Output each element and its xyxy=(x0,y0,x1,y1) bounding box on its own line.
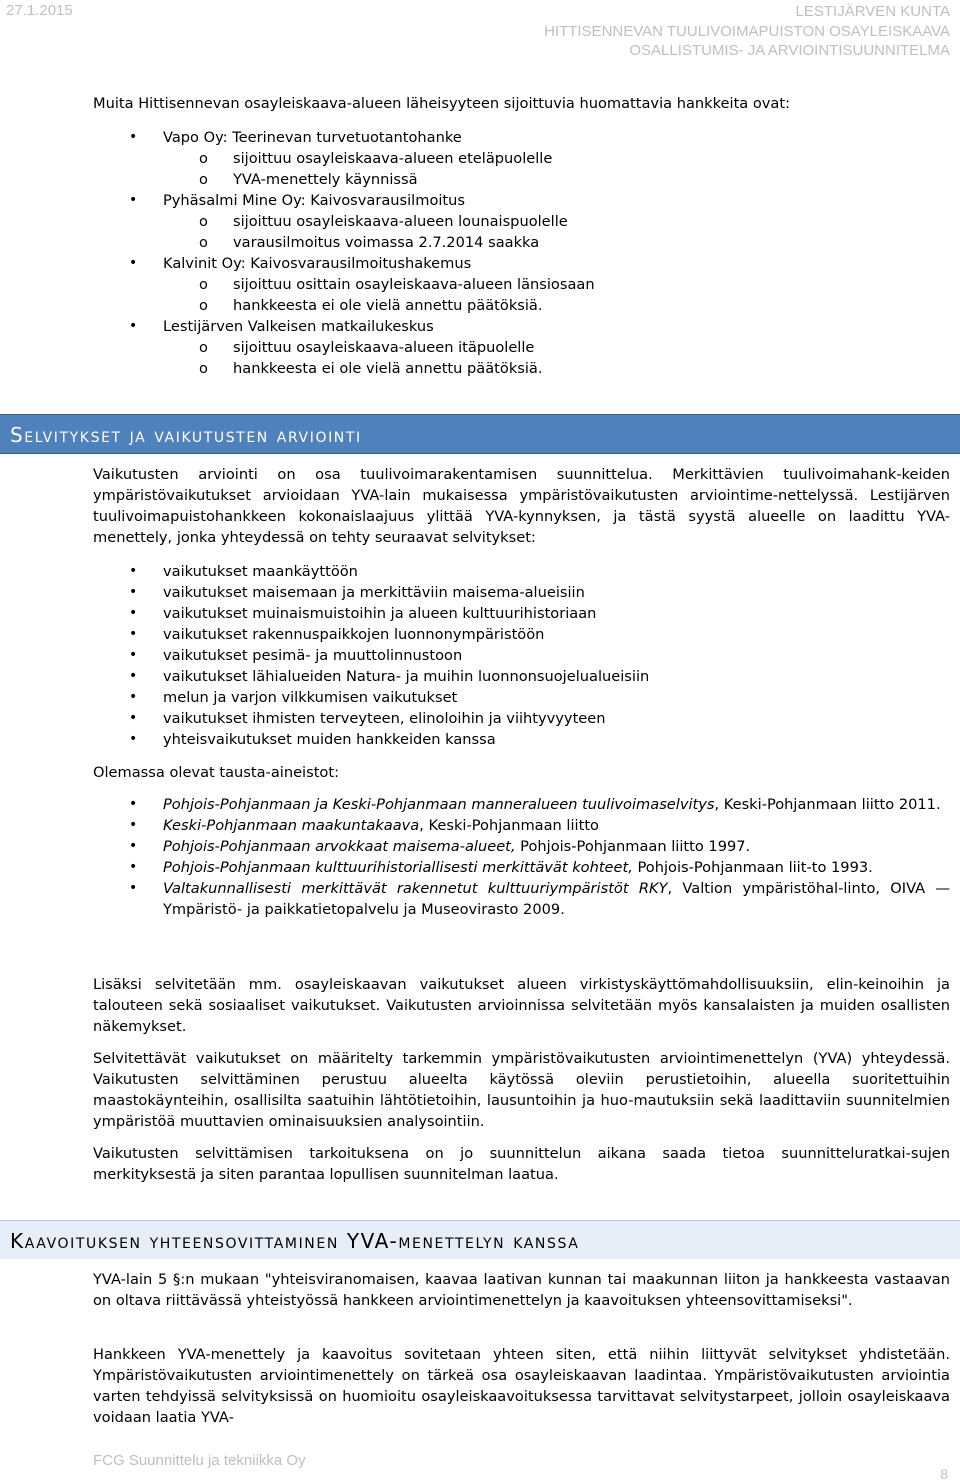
source-title: Pohjois-Pohjanmaan arvokkaat maisema-alueet, xyxy=(163,838,516,855)
header-line-municipality: LESTIJÄRVEN KUNTA xyxy=(795,3,950,20)
list-item: o YVA-menettely käynnissä xyxy=(163,169,950,190)
list-item: o sijoittuu osittain osayleiskaava-alueen länsiosaan xyxy=(163,274,950,295)
purpose-paragraph: Vaikutusten selvittämisen tarkoituksena on jo suunnittelun aikana saada tietoa suunnitteluratkai-sujen merkityksestä ja siten parantaa lopullisen suunnitelman laatua. xyxy=(93,1145,950,1183)
list-item xyxy=(93,857,950,878)
source-title: Keski-Pohjanmaan maakuntakaava xyxy=(163,817,420,834)
list-item xyxy=(93,190,950,253)
list-item: o hankkeesta ei ole vielä annettu päätöksiä. xyxy=(163,295,950,316)
project-title: Vapo Oy: Teerinevan turvetuotantohanke xyxy=(163,129,462,146)
project-title: Pyhäsalmi Mine Oy: Kaivosvarausilmoitus xyxy=(163,192,466,209)
list-item xyxy=(93,878,950,920)
list-item: o hankkeesta ei ole vielä annettu päätöksiä. xyxy=(163,358,950,379)
source-publisher: , Keski-Pohjanmaan liitto 2011. xyxy=(714,796,941,813)
source-publisher: , Valtion ympäristöhal-linto, OIVA — Ympäristö- ja paikkatietopalvelu ja Museovirasto 2009. xyxy=(163,880,950,918)
list-item: • vaikutukset maankäyttöön xyxy=(93,561,950,582)
source-title: Pohjois-Pohjanmaan kulttuurihistoriallisesti merkittävät kohteet, xyxy=(163,859,633,876)
defined-impacts-paragraph: Selvitettävät vaikutukset on määritelty tarkemmin ympäristövaikutusten arviointimenettelyn (YVA) yhteydessä. Vaikutusten selvittäminen perustuu alueelta käytössä oleviin perustietoihin, alueella suoritettuihin maastokäynteihin, osallisilta saatuihin lähtötietoihin, lausuntoihin ja huo-mautuksiin sekä laadittaviin suunnitelmien ympäristöä muuttavien ominaisuuksien analysointiin. xyxy=(93,1050,950,1130)
list-item xyxy=(93,794,950,815)
list-item: o sijoittuu osayleiskaava-alueen eteläpuolelle xyxy=(163,148,950,169)
intro-paragraph: Muita Hittisennevan osayleiskaava-alueen läheisyyteen sijoittuvia huomattavia hankkeita ovat: xyxy=(93,95,791,112)
list-item: o varausilmoitus voimassa 2.7.2014 saakka xyxy=(163,232,950,253)
list-item: • vaikutukset ihmisten terveyteen, elinoloihin ja viihtyvyyteen xyxy=(93,708,950,729)
project-title: Lestijärven Valkeisen matkailukeskus xyxy=(163,318,434,335)
list-item: • vaikutukset rakennuspaikkojen luonnonympäristöön xyxy=(93,624,950,645)
source-publisher: Pohjois-Pohjanmaan liit-to 1993. xyxy=(632,859,873,876)
page-number: 8 xyxy=(940,1466,948,1482)
list-item xyxy=(93,253,950,316)
list-item: • melun ja varjon vilkkumisen vaikutukset xyxy=(93,687,950,708)
background-list xyxy=(93,794,950,920)
background-label: Olemassa olevat tausta-aineistot: xyxy=(93,764,339,781)
list-item: • yhteisvaikutukset muiden hankkeiden kanssa xyxy=(93,729,950,750)
source-publisher: Pohjois-Pohjanmaan liitto 1997. xyxy=(515,838,751,855)
source-title: Valtakunnallisesti merkittävät rakennetut kulttuuriympäristöt RKY xyxy=(163,880,668,897)
additional-studies-paragraph: Lisäksi selvitetään mm. osayleiskaavan vaikutukset alueen virkistyskäyttömahdollisuuksiin, elin-keinoihin ja talouteen sekä sosiaaliset vaikutukset. Vaikutusten arvioinnissa selvitetään myös kansalaisten ja muiden osallisten näkemykset. xyxy=(93,976,950,1035)
list-item: • vaikutukset pesimä- ja muuttolinnustoon xyxy=(93,645,950,666)
section-title-assessments: Selvitykset ja vaikutusten arviointi xyxy=(10,423,362,447)
list-item: o sijoittuu osayleiskaava-alueen lounaispuolelle xyxy=(163,211,950,232)
list-item xyxy=(93,316,950,379)
list-item: • vaikutukset maisemaan ja merkittäviin maisema-alueisiin xyxy=(93,582,950,603)
coordination-paragraph: Hankkeen YVA-menettely ja kaavoitus sovitetaan yhteen siten, että niihin liittyvät selvitykset yhdistetään. Ympäristövaikutusten arviointimenettely on tärkeä osa osayleiskaavan laadintaa. Ympäristövaikutusten arviointia varten tehdyissä selvityksissä on huomioitu osayleiskaavoituksessa tarvittavat selvitystarpeet, jolloin osayleiskaava voidaan laatia YVA- xyxy=(93,1346,950,1426)
section-heading-bar xyxy=(0,1220,960,1259)
list-item: • vaikutukset muinaismuistoihin ja alueen kulttuurihistoriaan xyxy=(93,603,950,624)
list-item: o sijoittuu osayleiskaava-alueen itäpuolelle xyxy=(163,337,950,358)
section-heading-bar xyxy=(0,414,960,454)
header-date: 27.1.2015 xyxy=(6,2,73,19)
list-item xyxy=(93,127,950,190)
studies-list xyxy=(93,561,950,750)
yva-law-paragraph: YVA-lain 5 §:n mukaan "yhteisviranomaisen, kaavaa laativan kunnan tai maakunnan liiton ja hankkeesta vastaavan on oltava riittävässä yhteistyössä hankkeen arviointimenettelyn ja kaavoituksen yhteensovittamiseksi". xyxy=(93,1271,950,1309)
list-item: • vaikutukset lähialueiden Natura- ja muihin luonnonsuojelualueisiin xyxy=(93,666,950,687)
header-line-document: OSALLISTUMIS- JA ARVIOINTISUUNNITELMA xyxy=(629,42,950,59)
footer-company: FCG Suunnittelu ja tekniikka Oy xyxy=(93,1452,306,1469)
source-title: Pohjois-Pohjanmaan ja Keski-Pohjanmaan manneralueen tuulivoimaselvitys xyxy=(163,796,715,813)
assessment-paragraph: Vaikutusten arviointi on osa tuulivoimarakentamisen suunnittelua. Merkittävien tuulivoimahank-keiden ympäristövaikutukset arvioidaan YVA-lain mukaisessa ympäristövaikutusten arviointime-nettelyssä. Lestijärven tuulivoimapuistohankkeen kokonaislaajuus ylittää YVA-kynnyksen, ja tästä syystä alueelle on laadittu YVA-menettely, jonka yhteydessä on tehty seuraavat selvitykset: xyxy=(93,466,950,546)
header-line-plan: HITTISENNEVAN TUULIVOIMAPUISTON OSAYLEISKAAVA xyxy=(544,22,950,40)
header-title-block xyxy=(544,2,950,61)
section-title-coordination: Kaavoituksen yhteensovittaminen YVA-menettelyn kanssa xyxy=(10,1229,580,1253)
projects-list xyxy=(93,127,950,379)
list-item xyxy=(93,815,950,836)
project-title: Kalvinit Oy: Kaivosvarausilmoitushakemus xyxy=(163,255,472,272)
source-publisher: , Keski-Pohjanmaan liitto xyxy=(419,817,599,834)
list-item xyxy=(93,836,950,857)
